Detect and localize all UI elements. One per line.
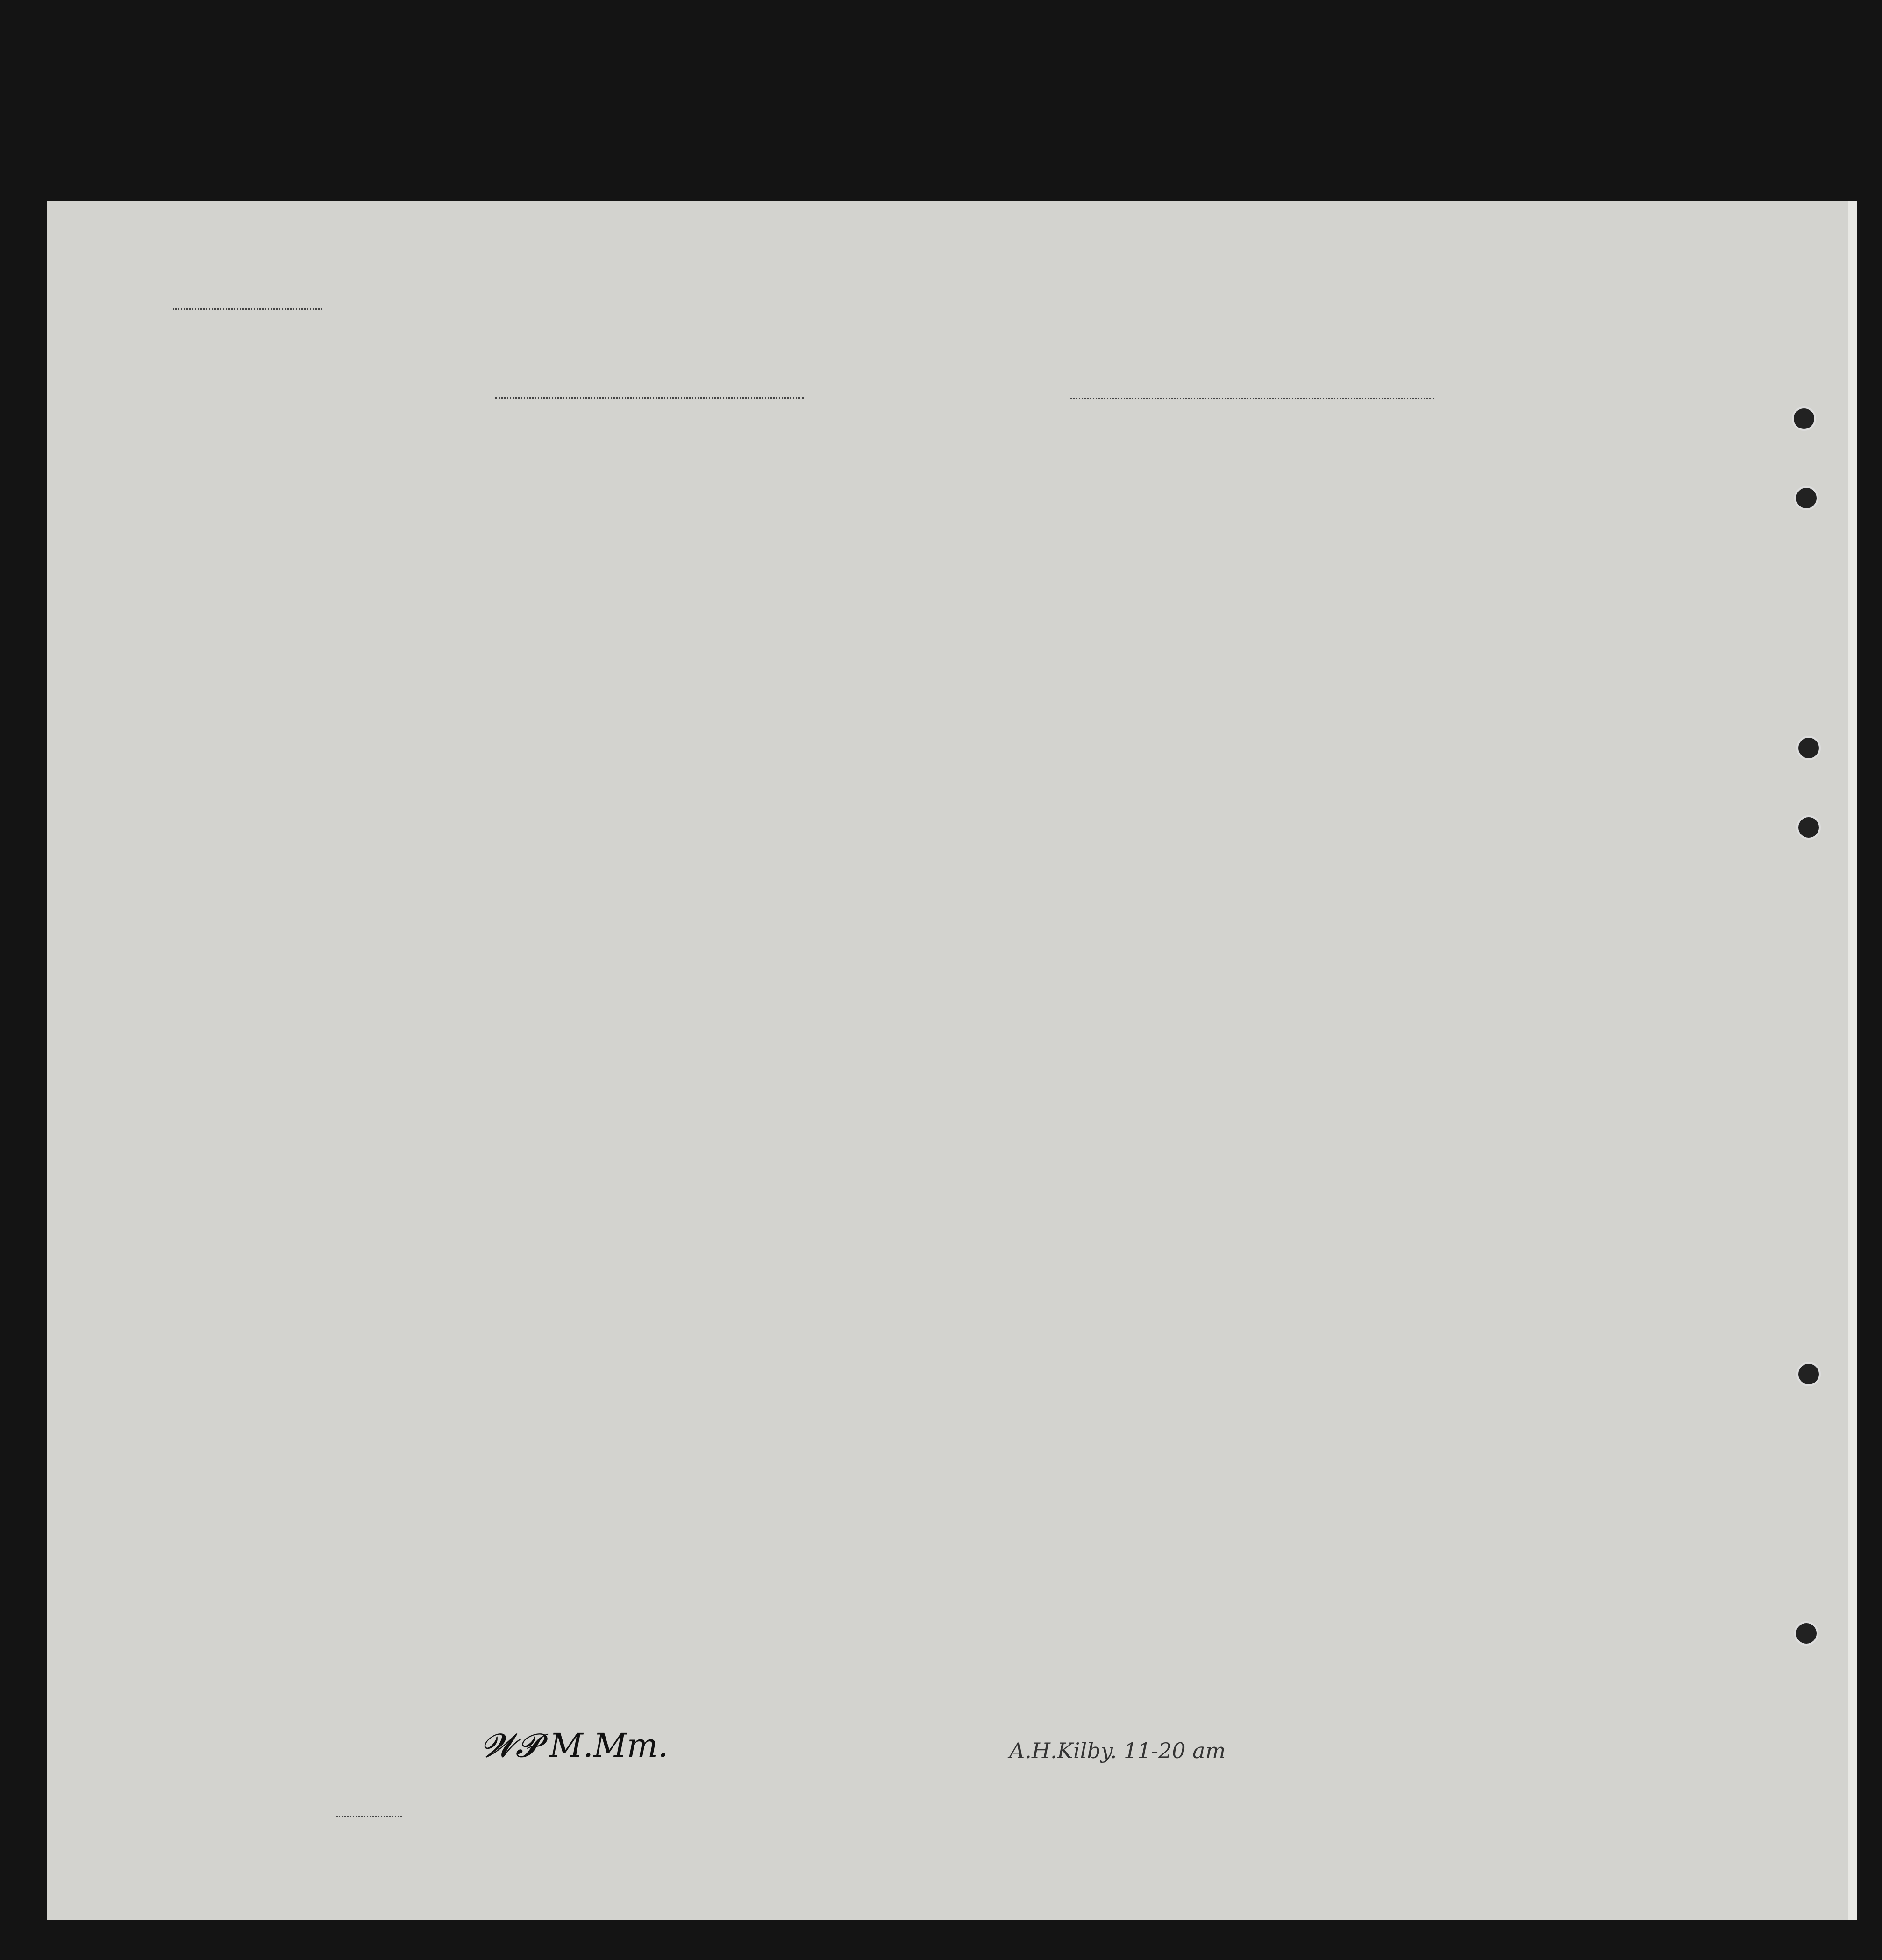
manifest-sheet — [47, 201, 1857, 1920]
binder-hole — [1796, 815, 1821, 840]
list-underline — [173, 307, 322, 310]
inspector-signature: A.H.Kilby. 11-20 am — [1009, 1738, 1226, 1763]
binder-hole — [1794, 1621, 1818, 1646]
port-underline — [1070, 398, 1434, 399]
total-dots — [336, 1816, 402, 1817]
binder-hole — [1792, 406, 1816, 431]
binder-hole — [1794, 486, 1818, 510]
binder-hole — [1796, 736, 1821, 760]
ship-underline — [495, 397, 804, 399]
purser-signature: 𝓦𝓟 M.Mm. — [481, 1726, 669, 1765]
binder-hole — [1796, 1362, 1821, 1386]
